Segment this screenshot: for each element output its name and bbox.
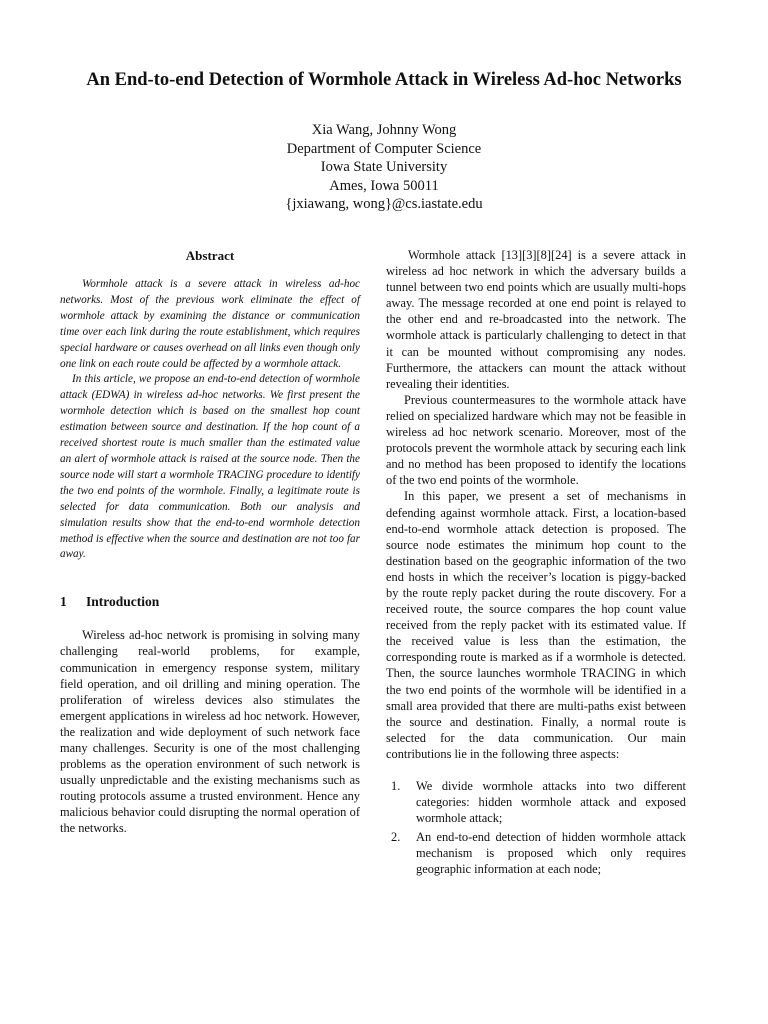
author-email: {jxiawang, wong}@cs.iastate.edu [285,196,483,213]
introduction-body [60,627,360,836]
body-paragraph: In this paper, we present a set of mechanisms in defending against wormhole attack. First, a location-based end-to-end wormhole attack detection is proposed. The source node estimates the minimum hop count to the destination based on the geographic information of the two end hosts in which the receiver’s location is piggy-backed by the route reply packet during the route discovery. For a received route, the source compares the hop count value received from the reply packet with its estimated value. If the received value is less than the estimation, the corresponding route is marked as if a wormhole is detected. Then, the source launches wormhole TRACING in which the two end points of the wormhole will be identified in a small area provided that there are multi-paths exist between the source and destination. Finally, a normal route is selected for the data communication. Our main contributions lie in the following three aspects: [386,489,686,761]
author-block [184,121,584,214]
body-paragraph: Previous countermeasures to the wormhole attack have relied on specialized hardware which may not be feasible in wireless ad hoc network scenario. Moreover, most of the protocols prevent the wormhole attack by securing each link and no method has been proposed to identify the locations of the two end points of the wormhole. [386,392,686,488]
list-item-text: An end-to-end detection of hidden wormhole attack mechanism is proposed which only requires geographic information at each node; [416,830,686,877]
right-column [386,247,686,881]
paper-title: An End-to-end Detection of Wormhole Attack in Wireless Ad-hoc Networks [86,70,682,90]
right-column-body [386,247,686,762]
body-paragraph: Wireless ad-hoc network is promising in solving many challenging real-world problems, for example, communication in emergency response system, military field operation, and oil drilling and mining operation. The proliferation of wireless devices also stimulates the emergent applications in wireless ad hoc network. However, the realization and wide deployment of such network face many challenges. Security is one of the most challenging problems as the operation environment of such network is usually unpredictable and the existing mechanisms such as routing protocols assume a trusted environment. Hence any malicious behavior could disrupting the normal operation of the networks. [60,628,360,836]
introduction-heading [60,593,360,611]
author-names: Xia Wang, Johnny Wong [311,122,457,138]
abstract-paragraph: In this article, we propose an end-to-end detection of wormhole attack (EDWA) in wireless ad-hoc networks. We first present the wormhole detection which is based on the smallest hop count estimation between source and destination. If the hop count of a received shortest route is much smaller than the estimated value an alert of wormhole attack is raised at the source node. Then the source node will start a wormhole TRACING procedure to identify the two end points of the wormhole. Finally, a legitimate route is selected for data communication. Both our analysis and simulation results show that the end-to-end wormhole detection method is effective when the source and destination are not too far away. [60,373,360,561]
list-marker: 2. [391,830,401,845]
left-column [60,247,360,837]
list-item [386,778,686,826]
section-number: 1 [60,594,67,610]
list-marker: 1. [391,779,401,793]
body-paragraph: Wormhole attack [13][3][8][24] is a severe attack in wireless ad hoc network in which the adversary builds a tunnel between two end points which are usually multi-hops away. The message recorded at one end point is relayed to the other end and re-broadcasted into the network. The wormhole attack is particularly challenging to detect in that it can be mounted without compromising any nodes. Furthermore, the attackers can mount the attack without revealing their identities. [386,248,686,391]
abstract-section [60,247,360,563]
list-item-text: We divide wormhole attacks into two different categories: hidden wormhole attack and exposed wormhole attack; [416,779,686,826]
abstract-paragraph: Wormhole attack is a severe attack in wireless ad-hoc networks. Most of the previous work eliminate the effect of wormhole attack by examining the distance or communication time over each link during the route establishment, which requires special hardware or causes overhead on all links even though only one link on each route could be affected by a wormhole attack. [60,278,360,370]
author-university: Iowa State University [320,159,448,176]
list-item [386,829,686,877]
author-location: Ames, Iowa 50011 [329,177,439,194]
abstract-heading: Abstract [185,248,235,263]
section-title: Introduction [86,594,160,610]
contributions-list [386,778,686,878]
author-department: Department of Computer Science [286,140,482,157]
